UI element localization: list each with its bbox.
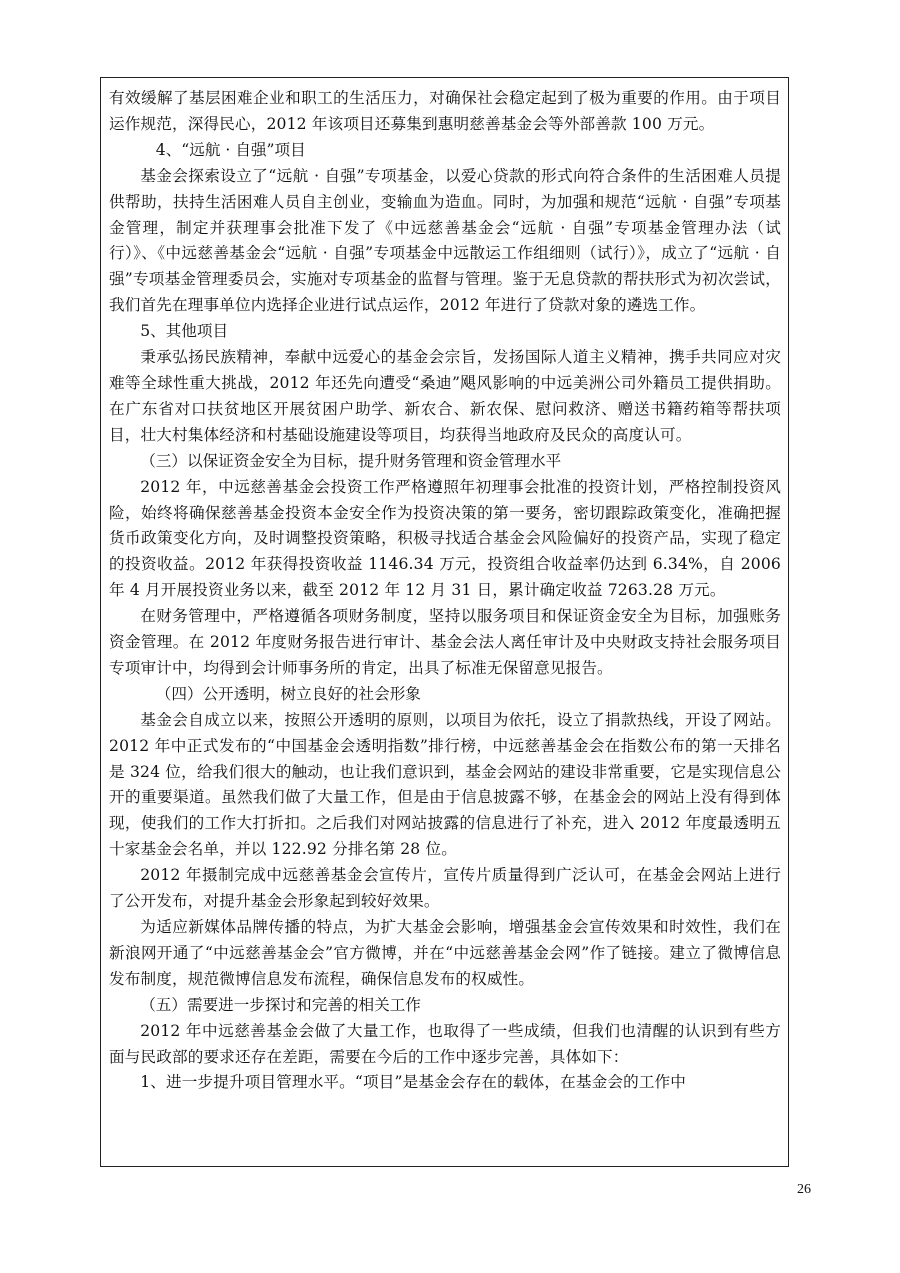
paragraph-intro-continuation: 有效缓解了基层困难企业和职工的生活压力，对确保社会稳定起到了极为重要的作用。由于项目运作规范，深得民心，2012 年该项目还募集到惠明慈善基金会等外部善款 100 万元。	[109, 89, 781, 133]
heading-other-projects: 5、其他项目	[140, 322, 229, 341]
document-body	[109, 86, 781, 1096]
heading-yuanhang-project: 4、“远航 · 自强”项目	[155, 140, 306, 159]
heading-improvements: （五）需要进一步探讨和完善的相关工作	[140, 995, 421, 1014]
heading-transparency: （四）公开透明，树立良好的社会形象	[155, 684, 421, 703]
paragraph-improvements: 2012 年中远慈善基金会做了大量工作，也取得了一些成绩，但我们也清醒的认识到有些方面与民政部的要求还存在差距，需要在今后的工作中逐步完善，具体如下：	[109, 1021, 781, 1066]
heading-fund-security: （三）以保证资金安全为目标，提升财务管理和资金管理水平	[140, 451, 562, 470]
paragraph-weibo: 为适应新媒体品牌传播的特点，为扩大基金会影响，增强基金会宣传效果和时效性，我们在新浪网开通了“中远慈善基金会”官方微博，并在“中远慈善基金会网”作了链接。建立了微博信息发布制度，规范微博信息发布流程，确保信息发布的权威性。	[109, 918, 781, 988]
paragraph-promo-video: 2012 年摄制完成中远慈善基金会宣传片，宣传片质量得到广泛认可，在基金会网站上进行了公开发布，对提升基金会形象起到较好效果。	[109, 866, 781, 911]
document-frame	[100, 77, 789, 1167]
paragraph-financial-management: 在财务管理中，严格遵循各项财务制度，坚持以服务项目和保证资金安全为目标，加强账务资金管理。在 2012 年度财务报告进行审计、基金会法人离任审计及中央财政支持社会服务项目专项审计中，均得到会计师事务所的肯定，出具了标准无保留意见报告。	[109, 607, 781, 677]
paragraph-transparency-index: 基金会自成立以来，按照公开透明的原则，以项目为依托，设立了捐款热线，开设了网站。2012 年中正式发布的“中国基金会透明指数”排行榜，中远慈善基金会在指数公布的第一天排名是 324 位，给我们很大的触动，也让我们意识到，基金会网站的建设非常重要，它是实现信息公开的重要渠道。虽然我们做了大量工作，但是由于信息披露不够，在基金会的网站上没有得到体现，使我们的工作大打折扣。之后我们对网站披露的信息进行了补充，进入 2012 年度最透明五十家基金会名单，并以 122.92 分排名第 28 位。	[109, 710, 781, 859]
paragraph-other-projects: 秉承弘扬民族精神，奉献中远爱心的基金会宗旨，发扬国际人道主义精神，携手共同应对灾难等全球性重大挑战，2012 年还先向遭受“桑迪”飓风影响的中远美洲公司外籍员工提供捐助。在广东省对口扶贫地区开展贫困户助学、新农合、新农保、慰问救济、赠送书籍药箱等帮扶项目，壮大村集体经济和村基础设施建设等项目，均获得当地政府及民众的高度认可。	[109, 348, 781, 444]
page-number: 26	[797, 1182, 811, 1197]
paragraph-yuanhang-fund: 基金会探索设立了“远航 · 自强”专项基金，以爱心贷款的形式向符合条件的生活困难人员提供帮助，扶持生活困难人员自主创业，变输血为造血。同时，为加强和规范“远航 · 自强”专项基金管理，制定并获理事会批准下发了《中远慈善基金会“远航 · 自强”专项基金管理办法（试行）》、《中远慈善基金会“远航 · 自强”专项基金中远散运工作组细则（试行）》，成立了“远航 · 自强”专项基金管理委员会，实施对专项基金的监督与管理。鉴于无息贷款的帮扶形式为初次尝试，我们首先在理事单位内选择企业进行试点运作，2012 年进行了贷款对象的遴选工作。	[109, 166, 781, 315]
paragraph-investment: 2012 年，中远慈善基金会投资工作严格遵照年初理事会批准的投资计划，严格控制投资风险，始终将确保慈善基金投资本金安全作为投资决策的第一要务，密切跟踪政策变化，准确把握货币政策变化方向，及时调整投资策略，积极寻找适合基金会风险偏好的投资产品，实现了稳定的投资收益。2012 年获得投资收益 1146.34 万元，投资组合收益率仍达到 6.34%，自 2006 年 4 月开展投资业务以来，截至 2012 年 12 月 31 日，累计确定收益 7263.28 万元。	[109, 477, 781, 600]
paragraph-project-management: 1、进一步提升项目管理水平。“项目”是基金会存在的载体，在基金会的工作中	[140, 1073, 687, 1092]
